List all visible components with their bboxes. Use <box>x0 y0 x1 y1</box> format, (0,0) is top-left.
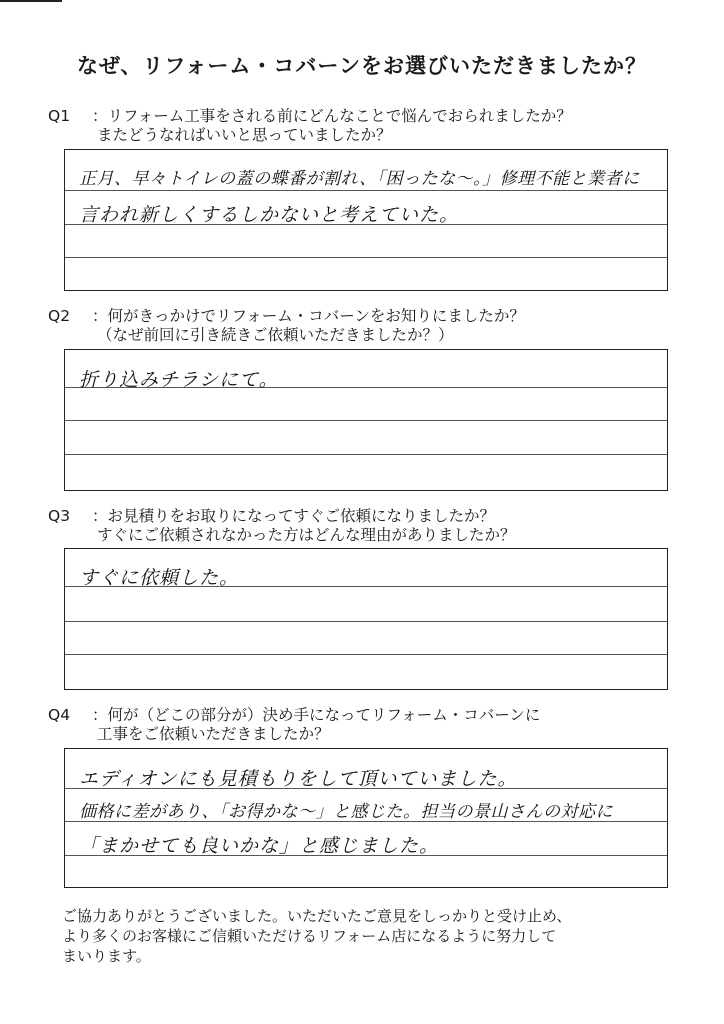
question-text-line1: ：何が（どこの部分が）決め手になってリフォーム・コバーンに <box>92 706 541 724</box>
question-number: Q1 <box>48 107 71 125</box>
answer-line: 言われ新しくするしかないと考えていた。 <box>79 204 460 226</box>
closing-message <box>62 906 682 966</box>
answer-box-2 <box>64 349 668 491</box>
question-text-line2: 工事をご依頼いただきましたか？ <box>97 725 330 743</box>
answer-line: 価格に差があり、「お得かな～」と感じた。担当の景山さんの対応に <box>79 802 613 822</box>
question-text-line1: ：何がきっかけでリフォーム・コバーンをお知りにましたか？ <box>92 307 525 325</box>
question-number: Q4 <box>48 706 71 724</box>
answer-rule <box>65 654 667 655</box>
answer-rule <box>65 621 667 622</box>
answer-box-1 <box>64 149 668 291</box>
question-text-line2: すぐにご依頼されなかった方はどんな理由がありましたか？ <box>97 526 516 544</box>
answer-line: すぐに依頼した。 <box>79 567 240 589</box>
question-3 <box>48 507 688 545</box>
answer-line: 「まかせても良いかな」と感じました。 <box>79 835 440 857</box>
answer-rule <box>65 190 667 191</box>
answer-line: 折り込みチラシにて。 <box>79 369 279 391</box>
question-number: Q2 <box>48 307 71 325</box>
closing-line: まいります。 <box>62 947 151 965</box>
question-text-line2: またどうなればいいと思っていましたか？ <box>97 126 392 144</box>
answer-rule <box>65 454 667 455</box>
question-2 <box>48 307 688 345</box>
answer-box-3 <box>64 548 668 690</box>
closing-line: より多くのお客様にご信頼いただけるリフォーム店になるように努力して <box>62 927 557 945</box>
question-1 <box>48 107 688 145</box>
question-text-line2: （なぜ前回に引き続きご依頼いただきましたか？） <box>97 326 454 344</box>
answer-line: エディオンにも見積もりをして頂いていました。 <box>79 768 518 790</box>
page-title: なぜ、リフォーム・コバーンをお選びいただきましたか？ <box>77 54 647 78</box>
scan-edge-mark <box>0 0 62 2</box>
answer-rule <box>65 420 667 421</box>
closing-line: ご協力ありがとうございました。いただいたご意見をしっかりと受け止め、 <box>62 907 572 925</box>
answer-box-4 <box>64 748 668 888</box>
question-text-line1: ：お見積りをお取りになってすぐご依頼になりましたか？ <box>92 507 496 525</box>
question-number: Q3 <box>48 507 71 525</box>
question-4 <box>48 706 688 744</box>
answer-rule <box>65 257 667 258</box>
answer-line: 正月、早々トイレの蓋の蝶番が割れ、「困ったな～。」修理不能と業者に <box>79 169 640 189</box>
question-text-line1: ：リフォーム工事をされる前にどんなことで悩んでおられましたか？ <box>92 107 572 125</box>
